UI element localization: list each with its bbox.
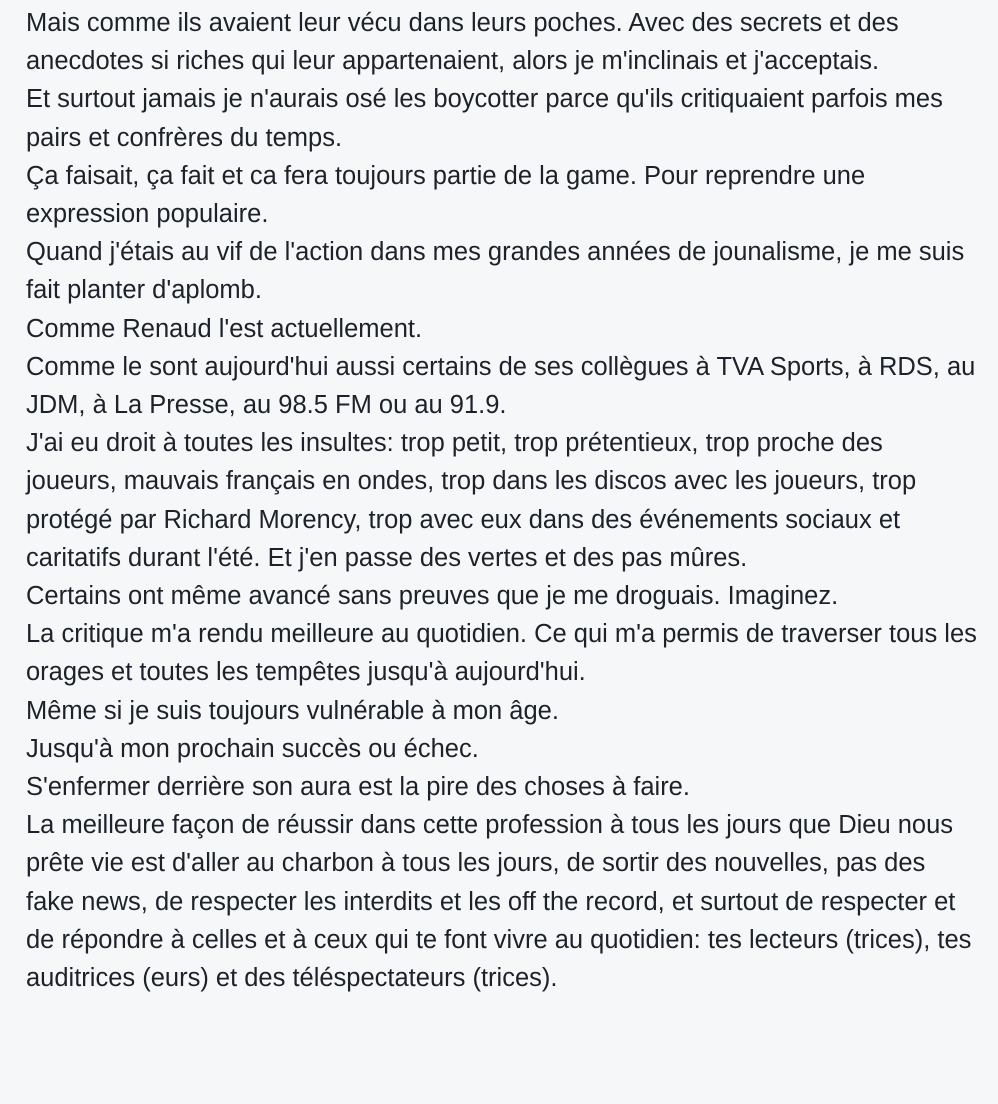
post-paragraph: S'enfermer derrière son aura est la pire des choses à faire. (26, 773, 690, 802)
post-paragraph: Ça faisait, ça fait et ca fera toujours partie de la game. Pour reprendre une expression populaire. (26, 161, 866, 229)
post-paragraph: La critique m'a rendu meilleure au quotidien. Ce qui m'a permis de traverser tous les orages et toutes les tempêtes jusqu'à aujourd'hui. (26, 620, 977, 687)
post-paragraph: Mais comme ils avaient leur vécu dans leurs poches. Avec des secrets et des anecdotes si riches qui leur appartenaient, alors je m'inclinais et j'acceptais. (26, 9, 899, 76)
post-paragraph: J'ai eu droit à toutes les insultes: trop petit, trop prétentieux, trop proche des joueurs, mauvais français en ondes, trop dans les discos avec les joueurs, trop protégé par Richard Morency, trop avec eux dans des événements sociaux et caritatifs durant l'été. Et j'en passe des vertes et des pas mûres. (26, 429, 917, 572)
post-paragraph: Certains ont même avancé sans preuves que je me droguais. Imaginez. (26, 582, 839, 611)
post-paragraph: Quand j'étais au vif de l'action dans mes grandes années de jounalisme, je me suis fait planter d'aplomb. (26, 238, 965, 305)
post-paragraph: Et surtout jamais je n'aurais osé les boycotter parce qu'ils critiquaient parfois mes pairs et confrères du temps. (26, 85, 943, 152)
post-paragraph: Comme Renaud l'est actuellement. (26, 314, 423, 343)
post-paragraph: Comme le sont aujourd'hui aussi certains de ses collègues à TVA Sports, à RDS, au JDM, à La Presse, au 98.5 FM ou au 91.9. (26, 352, 976, 420)
post-paragraph: Jusqu'à mon prochain succès ou échec. (26, 734, 479, 763)
post-paragraph: Même si je suis toujours vulnérable à mon âge. (26, 696, 559, 725)
post-paragraph: La meilleure façon de réussir dans cette profession à tous les jours que Dieu nous prête vie est d'aller au charbon à tous les jours, de sortir des nouvelles, pas des fake news, de respecter les interdits et les off the record, et surtout de respecter et de répondre à celles et à ceux qui te font vivre au quotidien: tes lecteurs (trices), tes auditrices (eurs) et des téléspectateurs (trices). (26, 811, 972, 993)
